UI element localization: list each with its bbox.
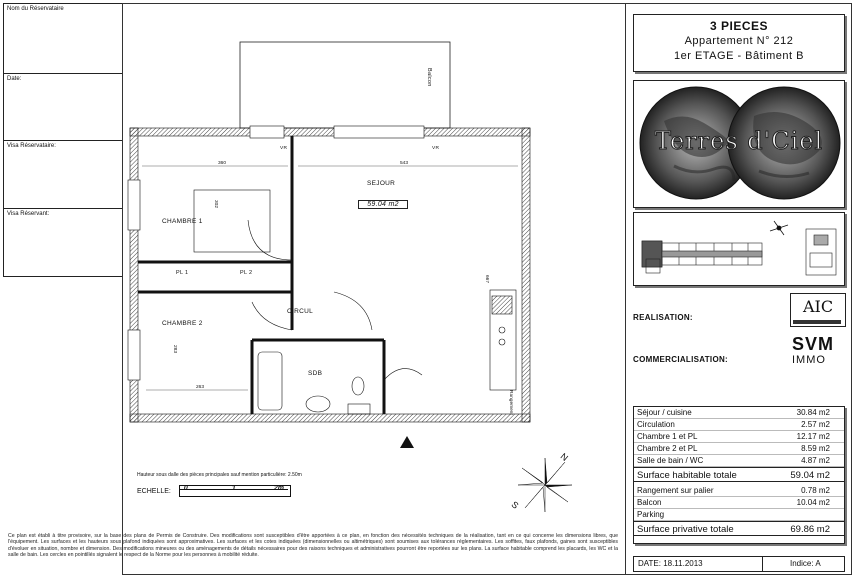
surfaces-table xyxy=(633,406,845,544)
entry-arrow-icon xyxy=(400,436,414,448)
signature-box-visa-reservant xyxy=(4,209,122,275)
surface-value: 10.04 m2 xyxy=(796,498,830,507)
balcony-outline xyxy=(240,42,450,128)
indice-value: Indice: A xyxy=(790,559,821,568)
surface-row xyxy=(634,431,844,443)
apartment-type: 3 PIECES xyxy=(709,19,769,33)
project-logo xyxy=(633,80,845,208)
interior-walls xyxy=(138,136,384,414)
chambre1-label: CHAMBRE 1 xyxy=(162,218,203,225)
surface-row xyxy=(634,443,844,455)
svm-logo-line2: IMMO xyxy=(792,354,826,366)
dim-667: 667 xyxy=(484,275,489,284)
surface-name: Chambre 1 et PL xyxy=(637,432,698,441)
signature-box-date xyxy=(4,74,122,141)
signature-box-name xyxy=(4,4,122,74)
surface-row xyxy=(634,497,844,509)
pl1-label: PL 1 xyxy=(176,270,189,276)
aic-logo-bar xyxy=(793,320,841,324)
compass-south: S xyxy=(509,499,521,511)
scale-bar xyxy=(137,485,291,497)
surface-value: 2.57 m2 xyxy=(801,420,830,429)
surface-row xyxy=(634,521,844,536)
dim-360: 360 xyxy=(218,161,227,166)
bathroom-fixtures xyxy=(258,352,370,414)
bed xyxy=(194,190,270,252)
signature-panel xyxy=(3,3,123,277)
compass-small-icon xyxy=(770,221,788,235)
balcony-label: Balcon xyxy=(426,68,432,87)
floor-building: 1er ETAGE - Bâtiment B xyxy=(673,50,804,62)
realisation-label: REALISATION: xyxy=(633,313,693,322)
svm-logo xyxy=(792,334,846,378)
location-plan-drawing xyxy=(634,213,844,285)
surface-value: 0.78 m2 xyxy=(801,486,830,495)
scale-tick-0: 0 xyxy=(183,485,188,492)
surface-value: 69.86 m2 xyxy=(790,524,830,535)
dim-263: 263 xyxy=(196,385,205,390)
aic-logo xyxy=(790,293,846,327)
date-value: DATE: 18.11.2013 xyxy=(638,559,703,568)
commercialisation-label: COMMERCIALISATION: xyxy=(633,355,729,364)
signature-box-visa-reservataire xyxy=(4,141,122,209)
dimension-lines xyxy=(142,166,518,390)
compass-rose-icon xyxy=(510,450,580,520)
surface-row xyxy=(634,467,844,482)
aic-logo-text: AIC xyxy=(802,297,834,316)
surface-name: Rangement sur palier xyxy=(637,486,714,495)
surface-value: 4.87 m2 xyxy=(801,456,830,465)
surface-row xyxy=(634,419,844,431)
pl2-label: PL 2 xyxy=(240,270,253,276)
surface-name: Surface privative totale xyxy=(637,524,734,535)
chambre2-label: CHAMBRE 2 xyxy=(162,320,203,327)
sdb-label: SDB xyxy=(308,370,323,377)
signature-label: Nom du Réservataire xyxy=(7,6,64,12)
surface-row xyxy=(634,485,844,497)
date-divider xyxy=(762,557,763,571)
compass-north: N xyxy=(558,451,570,463)
circulation-label: CIRCUL xyxy=(287,308,313,315)
scale-graphic xyxy=(179,485,291,497)
windows xyxy=(128,126,424,380)
surface-value: 30.84 m2 xyxy=(796,408,830,417)
surface-name: Circulation xyxy=(637,420,675,429)
logo-text: Terres d'Ciel xyxy=(654,127,824,155)
surface-value: 12.17 m2 xyxy=(796,432,830,441)
location-plan xyxy=(633,212,845,286)
surface-row xyxy=(634,455,844,467)
exterior-walls xyxy=(130,128,530,422)
surface-name: Parking xyxy=(637,510,665,519)
signature-label: Visa Réservataire: xyxy=(7,143,56,149)
date-box xyxy=(633,556,845,572)
vr-label: VR xyxy=(432,146,440,151)
signature-label: Visa Réservant: xyxy=(7,211,50,217)
surface-name: Surface habitable totale xyxy=(637,470,737,481)
sejour-label: SEJOUR xyxy=(367,180,396,187)
rangement-label: Rangement xyxy=(508,390,513,415)
scale-label: ECHELLE: xyxy=(137,487,171,495)
floor-plan xyxy=(122,30,542,450)
scale-tick-2: 2m xyxy=(273,485,284,492)
surface-value: 59.04 m2 xyxy=(790,470,830,481)
kitchen xyxy=(490,290,516,390)
svm-logo-line1: SVM xyxy=(792,334,835,354)
surface-row xyxy=(634,509,844,521)
surface-name: Chambre 2 et PL xyxy=(637,444,698,453)
dim-543: 543 xyxy=(400,161,409,166)
scale-tick-1: 1 xyxy=(231,485,236,492)
surface-name: Séjour / cuisine xyxy=(637,408,692,417)
surface-value: 8.59 m2 xyxy=(801,444,830,453)
apartment-number: Appartement N° 212 xyxy=(684,35,794,47)
dim-283: 283 xyxy=(172,345,177,354)
surface-name: Salle de bain / WC xyxy=(637,456,704,465)
dim-302: 302 xyxy=(213,200,218,209)
vr-label: VR xyxy=(280,146,288,151)
surface-badge: 59.04 m2 xyxy=(358,200,408,209)
signature-label: Date: xyxy=(7,76,22,82)
surface-row xyxy=(634,407,844,419)
doors xyxy=(248,220,422,380)
ceiling-height-note: Hauteur sous dalle des pièces principales sauf mention particulière: 2.50m xyxy=(137,472,302,478)
title-block xyxy=(633,14,845,72)
surface-name: Balcon xyxy=(637,498,662,507)
disclaimer-text: Ce plan est établi à titre provisoire, sur la base des plans de Permis de Construire. Des modifications sont susceptibles d'être apportées à ce plan, en fonction des nécessités techniques de la réalisation, tant en ce qui concerne les dimensions libres, que l'équipement. Les surfaces et les hauteurs sous plafond indiquées sont approximatives. Les surfaces et les cotes indiquées (dimensionnelles ou altimétriques) sont soumises aux tolérances réglementaires. Les soffites, faux plafonds, gaines sont susceptibles d'évoluer en situation, nombre et dimension. Des modifications mineures ou des aménagements de détails nécessaires pour des raisons techniques et administratives pourront être reportées sur les plans. La surface habitable comprend les placards, les WC et la salle de bain. Les cercles en pointillés signalent le respect de la Norme pour les personnes à mobilité réduite. xyxy=(8,533,618,559)
